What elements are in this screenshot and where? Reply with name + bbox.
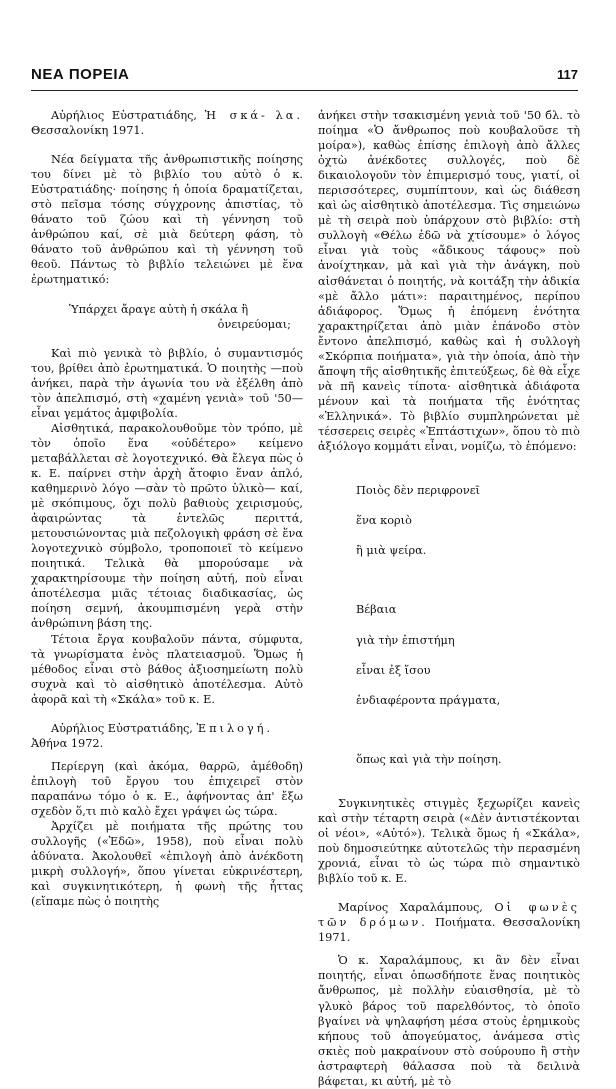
paragraph: Νέα δείγματα τῆς ἀνθρωπιστικῆς ποίησης του δίνει μὲ τὸ βιβλίο του αὐτὸ ὁ κ. Εὐστρατιάδης· ποίησης ἡ ὁποία δραματίζεται, στὸ πεῖσμα τόσης σύγχρονης ἀπιστίας, τὸ θάνατο τοῦ ζώου καὶ τὴ γέννηση τοῦ ἀνθρώπου καί, σὲ μιὰ δεύτερη φάση, τὸ θάνατο τοῦ ἀνθρώπου καὶ τὴ γέννηση τοῦ θεοῦ. Πάντως τὸ βιβλίο τελειώνει μὲ ἕνα ἐρωτηματικό: — [31, 153, 303, 287]
review-place: Ποιήματα. Θεσσαλονίκη 1971. — [318, 916, 580, 945]
review-author: Μαρίνος Χαραλάμπους, — [338, 901, 495, 915]
review-title-cont: λα. — [275, 109, 303, 122]
poem-line: ἕνα κοριὸ — [356, 514, 412, 528]
quote-line: ὀνειρεύομαι; — [217, 317, 291, 331]
paragraph: Περίεργη (καὶ ἀκόμα, θαρρῶ, ἀμέθοδη) ἐπιλογὴ τοῦ ἔργου του ἐπιχειρεῖ στὸν παραπάνω τόμο ὁ κ. Ε., ἀφήνοντας ἀπ' ἔξω σχεδὸν ὅ,τι πιὸ καλὸ ἔχει γράψει ὡς τώρα. — [31, 759, 303, 818]
right-column — [318, 108, 580, 1089]
left-column — [31, 108, 303, 909]
review-author: Αὐρήλιος Εὐστρατιάδης, — [51, 721, 197, 735]
paragraph: Συγκινητικὲς στιγμὲς ξεχωρίζει κανεὶς καὶ στὴν τέταρτη σειρὰ («Δὲν ἀντιστέκονται οἱ νέοι», «Αὐτό»). Τελικὰ ὅμως ἡ «Σκάλα», ποὺ δημοσιεύτηκε αὐτοτελῶς τὴν περασμένη χρονιά, εἶναι τὸ ὡς τώρα πιὸ σημαντικὸ βιβλίο τοῦ κ. Ε. — [318, 796, 580, 886]
review-title: Ἐπιλογή. — [196, 721, 274, 735]
poem-stanza — [356, 468, 580, 573]
review-place: Ἀθήνα 1972. — [31, 736, 104, 750]
quote-line: Ὑπάρχει ἄραγε αὐτὴ ἡ σκάλα ἢ — [69, 302, 249, 316]
poem-stanza — [356, 737, 580, 782]
poem-line: ἐνδιαφέροντα πράγματα, — [356, 693, 501, 707]
review-heading-3 — [318, 900, 580, 945]
paragraph: Καὶ πιὸ γενικὰ τὸ βιβλίο, ὁ συμαντισμός του, βρίθει ἀπὸ ἐρωτηματικά. Ὁ ποιητὴς —ποὺ ἀνήκει, παρὰ τὴν ἀγωνία του νὰ ἐξέλθη ἀπὸ τὸν ἀπελπισμό, στὴ «χαμένη γενιὰ» τοῦ '50— εἶναι γεμάτος ἀμφιβολία. — [31, 346, 303, 420]
poem-line: Ποιὸς δὲν περιφρονεῖ — [356, 484, 480, 498]
poem-line: ἢ μιὰ ψείρα. — [356, 544, 427, 558]
paragraph: Ἀρχίζει μὲ ποιήματα τῆς πρώτης του συλλογῆς («Ἐδῶ», 1958), ποὺ εἶναι πολὺ ἀδύνατα. Ἀκολουθεῖ «ἐπιλογὴ ἀπὸ ἀνέκδοτη μικρὴ συλλογή», ὅπου γίνεται εὐκρινέστερη, καὶ συγκινητικότερη, ἡ φωνὴ τῆς ἧττας (εἴπαμε πὼς ὁ ποιητὴς — [31, 820, 303, 909]
paragraph: Ὁ κ. Χαραλάμπους, κι ἂν δὲν εἶναι ποιητής, εἶναι ὁπωσδήποτε ἕνας ποιητικὸς ἄνθρωπος, μὲ πολλὴν εὐαισθησία, μὲ τὸ γλυκὸ βάρος τοῦ παρελθόντος, τὸ ὁποῖο βγαίνει νὰ ψηλαφήση μέσα στοὺς ἐρημικοὺς κήπους τοῦ ἀπογεύματος, ἀνάμεσα στὶς σκιὲς ποὺ μακραίνουν στὸ σούρουπο ἢ στὴν ἀστραφτερὴ θάλασσα ποὺ τὰ δειλινὰ βάφεται, κι αὐτή, μὲ τὸ — [318, 954, 580, 1088]
paragraph: ἀνήκει στὴν τσακισμένη γενιὰ τοῦ '50 бλ. τὸ ποίημα «Ὁ ἄνθρωπος ποὺ κουβαλοῦσε τὴ μοίρα»), καθὼς ἐπίσης ἐπιλογὴ ἀπὸ ἄλλες ὀχτὼ ἀνέκδοτες συλλογές, ποὺ δὲ δικαιολογοῦν τὸν ἐπιμερισμό τους, γιατί, οἱ περισσότερες, συμπίπτουν, καὶ ὡς διάθεση καὶ ὡς αἰσθητικὸ ἀποτέλεσμα. Τὶς σημειώνω μὲ τὴ σειρὰ ποὺ ὑπάρχουν στὸ βιβλίο: στὴ συλλογὴ «Θέλω ἐδῶ νὰ χτίσουμε» ὁ λόγος εἶναι γιὰ τοὺς «ἄδικους τάφους» ποὺ ἀνοίχτηκαν, μὰ καὶ γιὰ τὴν ἀνάγκη, ποὺ αἰσθάνεται ὁ ποιητής, νὰ κοιτάξη τὴν ἀδικία «μὲ ἄλλο μάτι»: παραιτημένος, περίπου ἀδιάφορος. Ὅμως ἡ ἑπόμενη ἑνότητα χαρακτηρίζεται ἀπὸ μιὰν ἐπάνοδο στὸν ἔντονο ἀπελπισμό, καθὼς καὶ ἡ συλλογὴ «Σκόρπια ποιήματα», γιὰ τὴν ὁποία, ἀπὸ τὴν ἄποψη τῆς αἰσθητικῆς ἐπιτεύξεως, δὲ θὰ εἶχε νὰ πῆ κανεὶς τίποτα· αἰσθητικὰ ἀδιάφοτα μένουν καὶ τὰ ποιήματα τῆς ἑνότητας «Ἑλληνικά». Τὸ βιβλίο συμπληρώνεται μὲ τέσσερεις σειρὲς «Ἐπτάστιχων», ὅπου τὸ πιὸ ἀξιόλογο κομμάτι εἶναι, νομίζω, τὸ ἑπόμενο: — [318, 109, 580, 454]
paragraph: Αἰσθητικά, παρακολουθοῦμε τὸν τρόπο, μὲ τὸν ὁποῖο ἕνα «οὐδέτερο» κείμενο μεταβάλλεται σὲ λογοτεχνικό. Θὰ ἔλεγα πὼς ὁ κ. Ε. παίρνει στὴν ἀρχὴ ἄτοφιο ἕναν ἁπλό, καθημερινὸ λόγο —σὰν τὸ πρῶτο ὑλικὸ— καί, μὲ σκόπιμους, ὄχι πολὺ βαθιοὺς χειρισμούς, ἀφαιρώντας τὰ ἐντελῶς περιττά, μετουσιώνοντας μιὰ πεζολογικὴ φράση σὲ ἕνα λογοτεχνικὸ σύμβολο, τροποποιεῖ τὸ κείμενο ποιητικά. Τελικὰ θὰ μπορούσαμε νὰ χαρακτηρίσουμε τὴν ποίηση αὐτή, ποὺ εἶναι ἀποτέλεσμα μιᾶς τέτοιας διαδικασίας, ὡς ποίηση σεμνή, ἀκουμπισμένη γερὰ στὴν ἀνθρώπινη βάση της. — [31, 421, 303, 631]
review-author: Αὐρήλιος Εὐστρατιάδης, — [51, 109, 205, 122]
review-heading-2 — [31, 721, 303, 736]
page-header — [31, 66, 578, 91]
poem-line: Βέβαια — [356, 603, 397, 617]
review-place: Θεσσαλονίκη 1971. — [31, 124, 145, 138]
poem-stanza — [356, 587, 580, 722]
poem-line: εἶναι ἐξ ἴσου — [356, 663, 431, 677]
page-number: 117 — [557, 67, 578, 82]
review-title: Οἱ φωνὲς τῶν δρόμων. — [318, 901, 580, 930]
quote — [69, 302, 303, 332]
paragraph: Τέτοια ἔργα κουβαλοῦν πάντα, σύμφυτα, τὰ γνωρίσματα ἑνὸς πλατειασμοῦ. Ὅμως ἡ μέθοδος εἶναι στὸ βάθος ἀξιοσημείωτη πολὺ συχνὰ καὶ τὸ αἰσθητικὸ ἀποτέλεσμα. Αὐτὸ ἀφορᾶ καὶ τὴ «Σκάλα» τοῦ κ. Ε. — [31, 632, 303, 706]
poem-line: ὅπως καὶ γιὰ τὴν ποίηση. — [356, 752, 502, 766]
journal-title: ΝΕΑ ΠΟΡΕΙΑ — [31, 66, 130, 83]
review-heading-1 — [31, 108, 303, 138]
review-title: Ἡ σκά- — [204, 109, 268, 122]
poem-line: γιὰ τὴν ἐπιστήμη — [356, 633, 455, 647]
